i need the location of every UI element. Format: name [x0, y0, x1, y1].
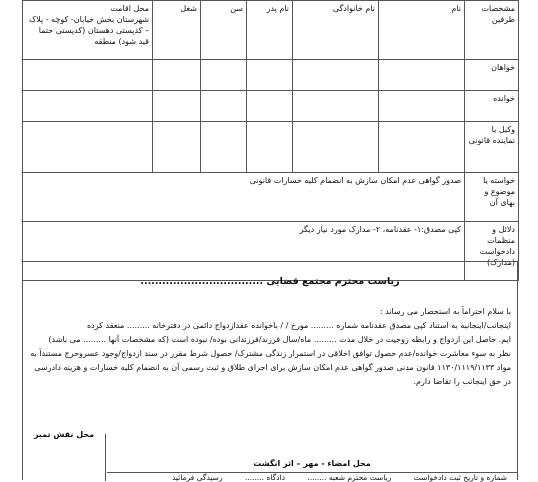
header-address: شهرستان بخش خیابان- کوچه - پلاک – کدپستی دهستان (کدپستی حتما قید شود) منطقه: [29, 15, 149, 46]
header-last-name: نام خانوادگی: [293, 1, 379, 60]
cell[interactable]: [23, 91, 153, 122]
letter-line: مواد ۱۱۳۰/۱۱۱۹/۱۱۳۳ قانون مدنی صدور گواهی عدم امکان سازش برای اجرای طلاق و ثبت رسمی آن به انضمام کلیه خسارات و هزینه دادرسی: [34, 363, 511, 372]
letter-line: نظر به سوء معاشرت خوانده/عدم حصول توافق اخلاقی در استمرار زندگی مشترک/ حصول شرط مقرر در سند ازدواج/وجود عسروحرج مستنداً به: [30, 349, 511, 358]
letter-line: اینجانب/اینجانبه به استناد کپی مصدق عقدنامه شماره ......... مورخ / / باخوانده عقدازدواج دائمی در دفترخانه ......... منعقد کرده: [86, 321, 511, 330]
cell[interactable]: [247, 91, 293, 122]
cell[interactable]: [201, 91, 247, 122]
header-age: سن: [201, 1, 247, 60]
row-lawyer: وکیل یا نماینده قانونی: [465, 122, 519, 173]
cell[interactable]: [379, 60, 465, 91]
evidence-text[interactable]: کپی مصدق:۱- عقدنامه، ۲- مدارک مورد نیاز دیگر: [23, 222, 465, 281]
header-residence-label: محل اقامت: [110, 4, 149, 13]
footer-item: ریاست محترم شعبه ........: [307, 473, 392, 482]
cell[interactable]: [379, 91, 465, 122]
stamp-label: محل نقش تمبر: [33, 430, 95, 439]
cell[interactable]: [293, 122, 379, 173]
cell[interactable]: [201, 60, 247, 91]
cell[interactable]: [201, 122, 247, 173]
header-parties: مشخصات طرفین: [465, 1, 519, 60]
cell[interactable]: [153, 122, 201, 173]
footer-item: دادگاه ........: [244, 473, 285, 482]
cell[interactable]: [379, 122, 465, 173]
cell[interactable]: [23, 122, 153, 173]
header-father-name: نام پدر: [247, 1, 293, 60]
cell[interactable]: [293, 60, 379, 91]
request-text[interactable]: صدور گواهی عدم امکان سازش به انضمام کلیه خسارات قانونی: [23, 173, 465, 222]
footer-row: [107, 472, 517, 482]
letter-title: ریاست محترم مجتمع قضایی ..................................: [140, 276, 400, 287]
letter-line: ایم. حاصل این ازدواج و رابطه زوجیت در خلال مدت ......... ماه/سال فرزند/فرزندانی بوده/ نبوده است (که مشخصات آنها ......... می باشد): [48, 335, 511, 344]
letter-greeting: با سلام احتراماً به استحضار می رساند :: [379, 307, 511, 316]
header-residence: [23, 1, 153, 60]
letter-line: در حق اینجانب را تقاضا دارم.: [413, 377, 511, 386]
row-defendant: خوانده: [465, 91, 519, 122]
cell[interactable]: [153, 91, 201, 122]
cell[interactable]: [293, 91, 379, 122]
cell[interactable]: [247, 60, 293, 91]
header-job: شغل: [153, 1, 201, 60]
row-plaintiff: خواهان: [465, 60, 519, 91]
cell[interactable]: [23, 60, 153, 91]
row-request: خواسته یا موضوع و بهای آن: [465, 173, 519, 222]
row-evidence: دلائل و منظمات دادخواست (مدارک): [465, 222, 519, 281]
footer-item: شماره و تاریخ ثبت دادخواست: [413, 473, 507, 482]
stamp-box: [23, 430, 106, 481]
cell[interactable]: [247, 122, 293, 173]
parties-table: [22, 0, 519, 281]
header-first-name: نام: [379, 1, 465, 60]
letter-section: [22, 261, 518, 480]
signature-label: محل امضاء - مهر – اثر انگشت: [253, 459, 371, 468]
footer-item: رسیدگی فرمائید: [171, 473, 223, 482]
cell[interactable]: [153, 60, 201, 91]
